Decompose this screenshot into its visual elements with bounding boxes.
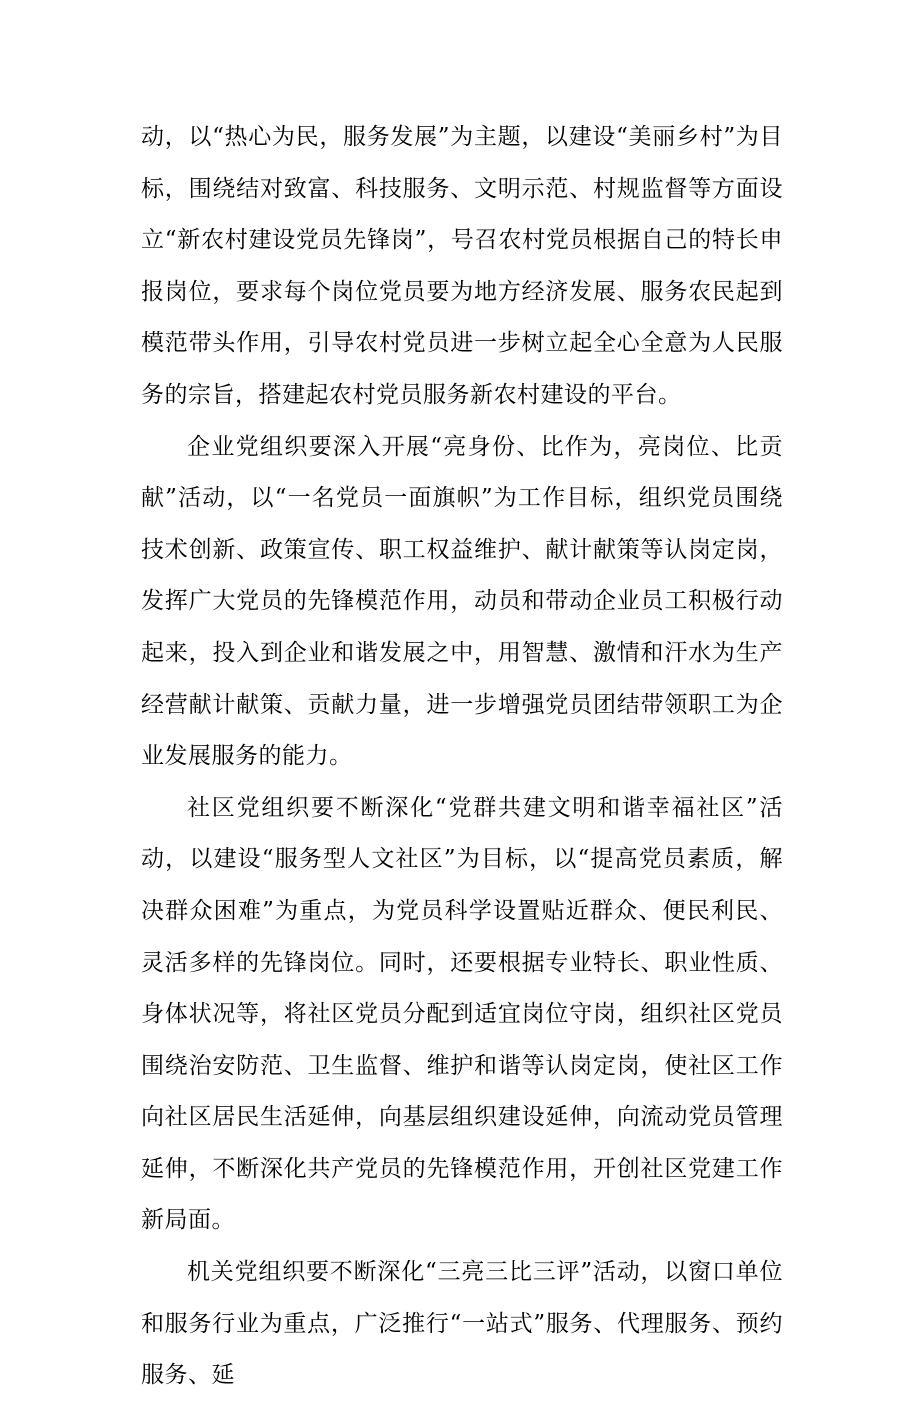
- paragraph-enterprise-party: 企业党组织要深入开展“亮身份、比作为，亮岗位、比贡献”活动，以“一名党员一面旗帜”为工作目标，组织党员围绕技术创新、政策宣传、职工权益维护、献计献策等认岗定岗，发挥广大党员的先锋模范作用，动员和带动企业员工积极行动起来，投入到企业和谐发展之中，用智慧、激情和汗水为生产经营献计献策、贡献力量，进一步增强党员团结带领职工为企业发展服务的能力。: [141, 433, 783, 770]
- paragraph-government-party: 机关党组织要不断深化“三亮三比三评”活动，以窗口单位和服务行业为重点，广泛推行“一站式”服务、代理服务、预约服务、延: [141, 1259, 783, 1389]
- paragraph-community-party: 社区党组织要不断深化“党群共建文明和谐幸福社区”活动，以建设“服务型人文社区”为目标，以“提高党员素质，解决群众困难”为重点，为党员科学设置贴近群众、便民利民、灵活多样的先锋岗位。同时，还要根据专业特长、职业性质、身体状况等，将社区党员分配到适宜岗位守岗，组织社区党员围绕治安防范、卫生监督、维护和谐等认岗定岗，使社区工作向社区居民生活延伸，向基层组织建设延伸，向流动党员管理延伸，不断深化共产党员的先锋模范作用，开创社区党建工作新局面。: [141, 794, 783, 1234]
- document-body: [141, 112, 783, 1402]
- paragraph-rural-party-posts: 动，以“热心为民，服务发展”为主题，以建设“美丽乡村”为目标，围绕结对致富、科技服务、文明示范、村规监督等方面设立“新农村建设党员先锋岗”，号召农村党员根据自己的特长申报岗位，要求每个岗位党员要为地方经济发展、服务农民起到模范带头作用，引导农村党员进一步树立起全心全意为人民服务的宗旨，搭建起农村党员服务新农村建设的平台。: [141, 124, 783, 408]
